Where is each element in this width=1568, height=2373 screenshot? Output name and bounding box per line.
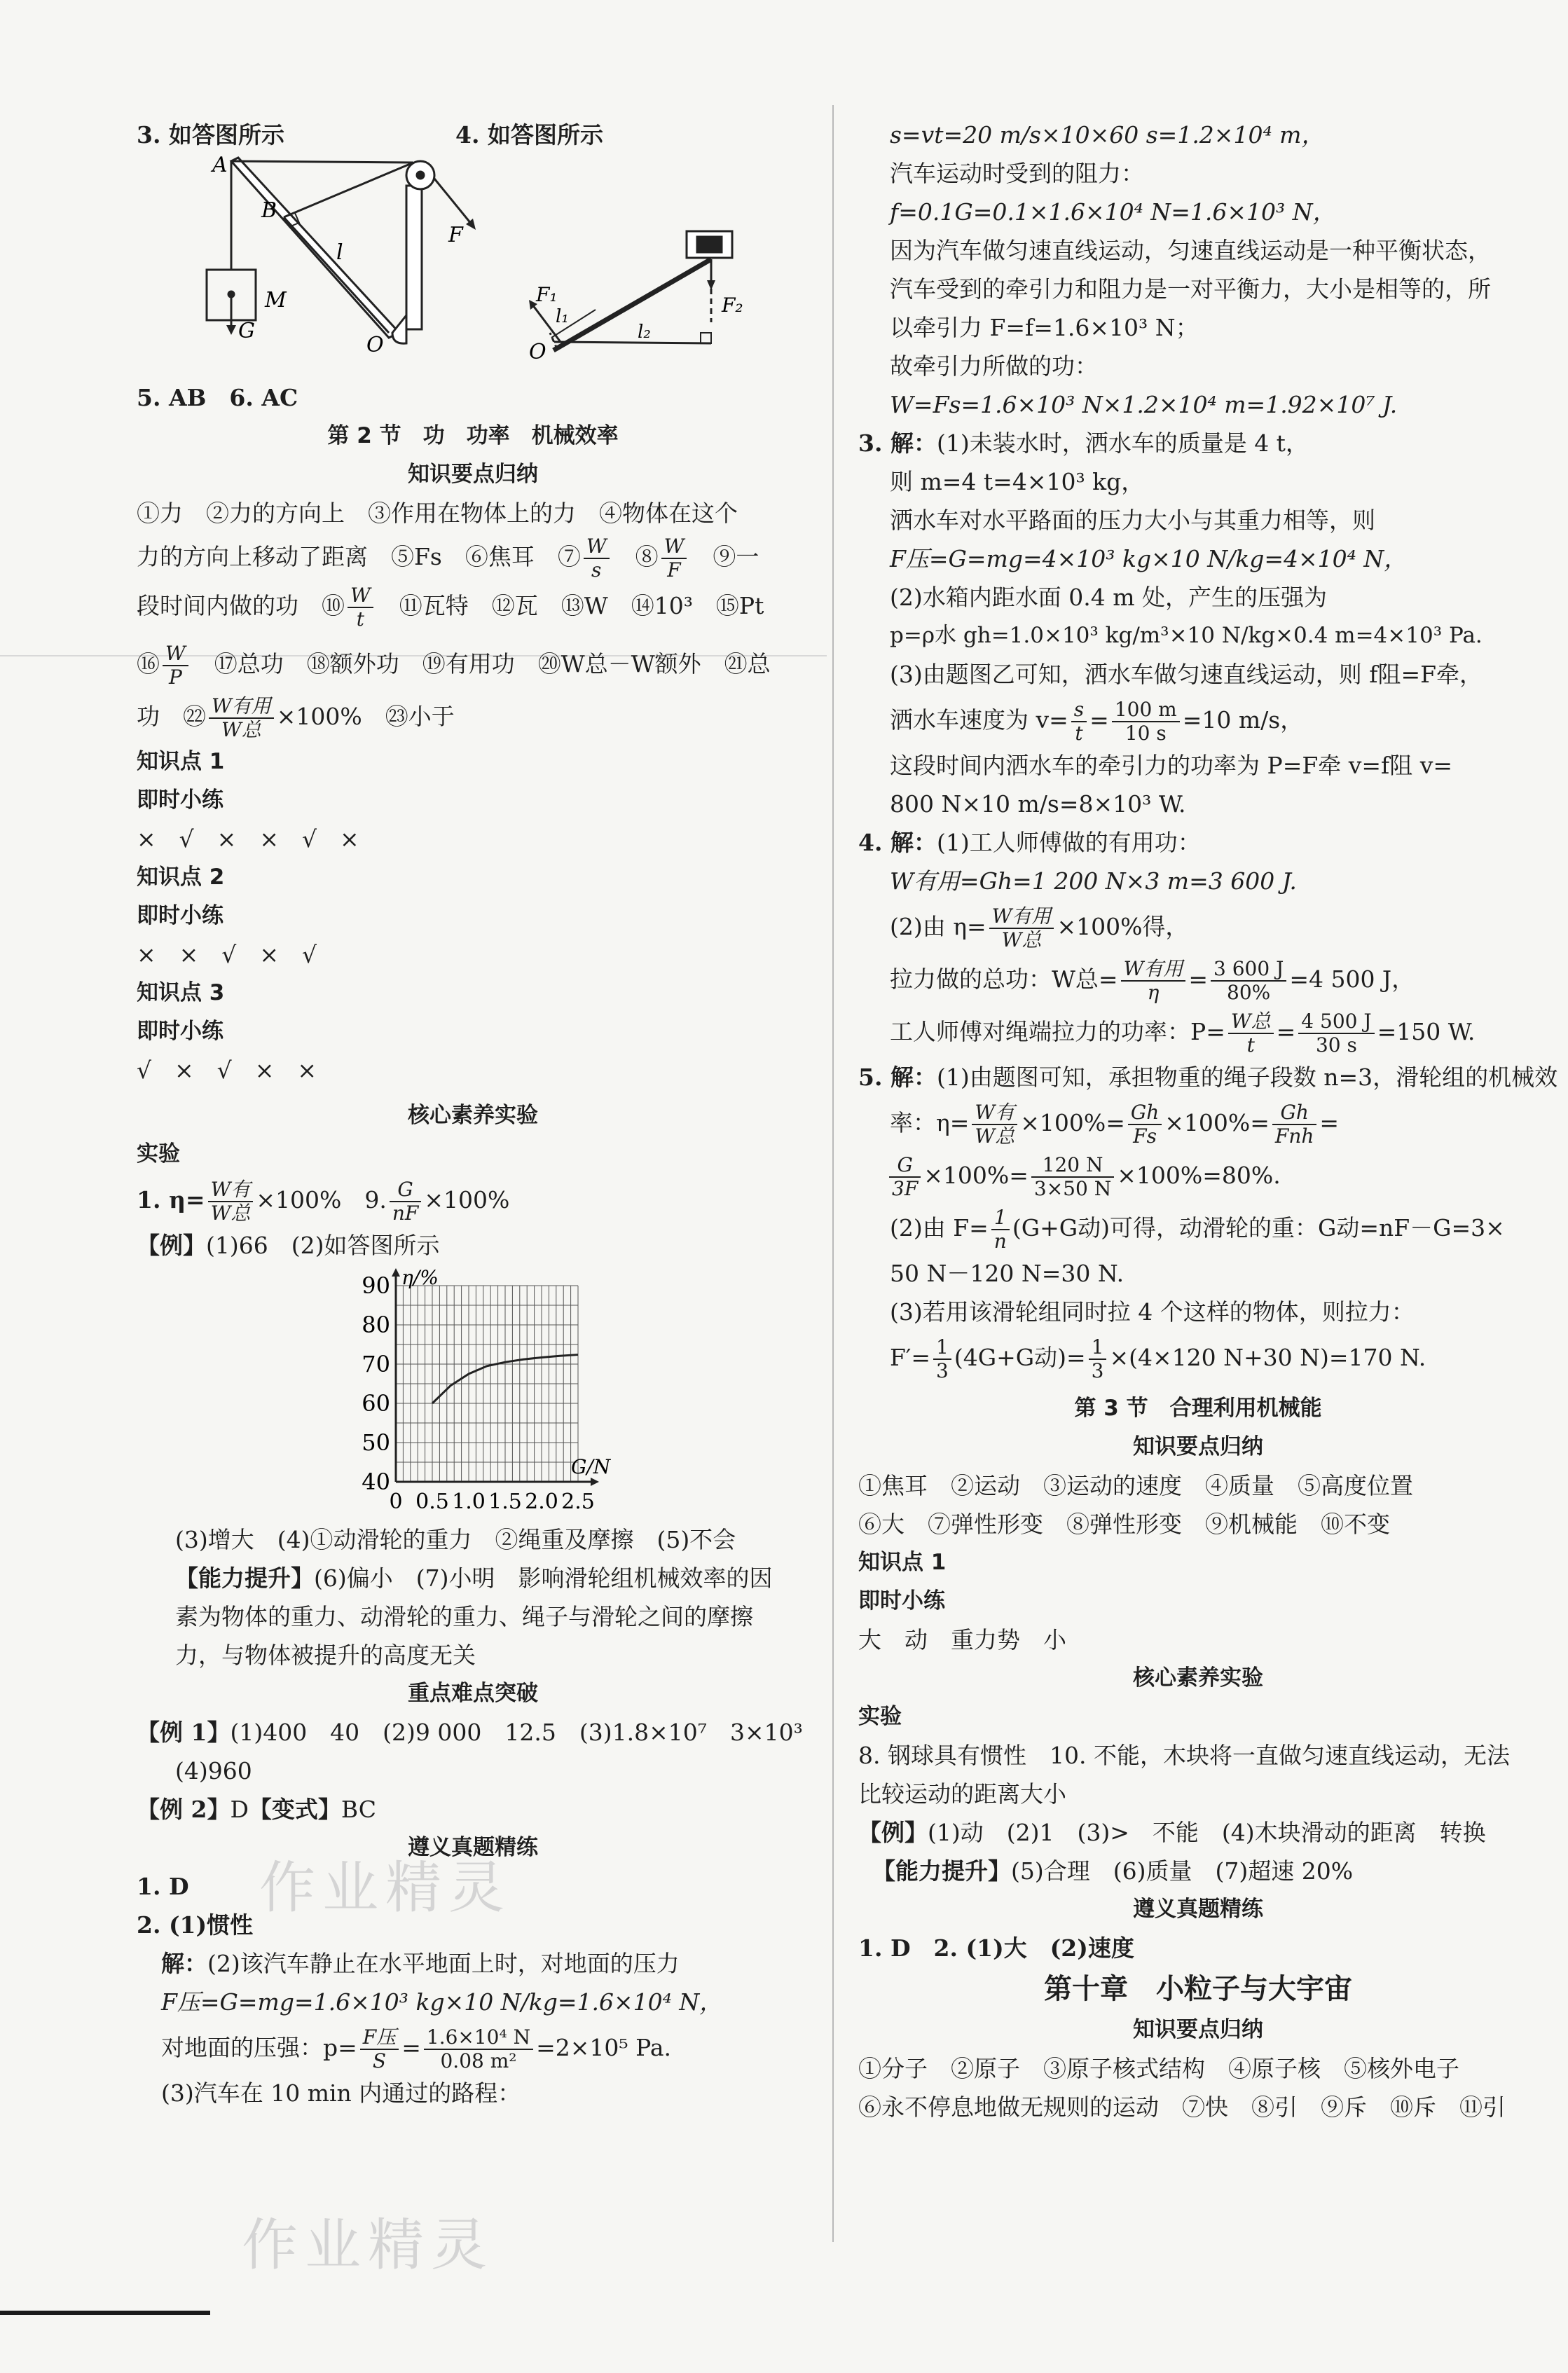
fraction-w-t: $\frac{W}{t}$: [348, 584, 373, 631]
r-line-3: f=0.1G=0.1×1.6×10⁴ N=1.6×10³ N，: [890, 198, 1336, 226]
r-line-1: s=vt=20 m/s×10×60 s=1.2×10⁴ m，: [890, 121, 1325, 149]
kp1-answers: × √ × × √ ×: [137, 825, 359, 853]
q4-line-1: 4. 解：(1)工人师傅做的有用功：: [858, 829, 1201, 856]
lever-arm-line: [284, 163, 413, 217]
q4-line-4: 拉力做的总功：W总= $\frac{\text{W有用}}{\eta}$ = $\frac{3 600 J}{80\%}$ =4 500 J，: [890, 957, 1415, 1004]
ch10-summary-1: ①分子 ②原子 ③原子核式结构 ④原子核 ⑤核外电子: [858, 2055, 1459, 2082]
summary-line-2: 力的方向上移动了距离 ⑤Fs ⑥焦耳 ⑦ $\frac{W}{s}$ ⑧ $\frac{W}{F}$ ⑨一: [137, 535, 759, 582]
kp3-answers: √ × √ × ×: [137, 1057, 317, 1084]
s3-core-experiment-title: 核心素养实验: [1133, 1665, 1263, 1691]
key-points-title: 重点难点突破: [408, 1681, 538, 1706]
y-axis-arrow: [392, 1268, 400, 1277]
q5-line-2: 率：η= $\frac{\text{W有}}{\text{W总}}$ ×100%= $\frac{Gh}{Fs}$ ×100%= $\frac{Gh}{\text{Fnh}}$ =: [890, 1101, 1340, 1148]
fig2-label-f1: F₁: [536, 283, 558, 306]
practice-label-2: 即时小练: [137, 903, 223, 928]
ability-line-1: 【能力提升】(6)偏小 (7)小明 影响滑轮组机械效率的因: [175, 1564, 773, 1592]
pull-rope: [231, 161, 413, 163]
example-1: 【例 1】(1)400 40 (2)9 000 12.5 (3)1.8×10⁷ 3×10³: [137, 1719, 803, 1746]
l2-line: [554, 342, 711, 343]
fig1-label-m: M: [265, 288, 287, 312]
right-column: [858, 116, 1558, 2126]
knowledge-point-1: 知识点 1: [137, 749, 225, 774]
q3-line-7: (3)由题图乙可知，洒水车做匀速直线运动，则 f阻=F牵，: [890, 661, 1483, 688]
force-f-arrow: [434, 179, 472, 224]
y-tick-label: 70: [362, 1351, 390, 1377]
fig2-label-o: O: [529, 340, 546, 364]
example-2: 【例 2】D【变式】BC: [137, 1796, 377, 1823]
s3-zunyi-title: 遵义真题精练: [1133, 1897, 1263, 1922]
experiment-answers: 1. η= $\frac{\text{W有}}{\text{W总}}$ ×100% 9. $\frac{G}{nF}$ ×100%: [137, 1178, 510, 1225]
support-post: [406, 186, 422, 329]
fig1-label-b: B: [261, 198, 277, 223]
x-axis-label: G/N: [571, 1455, 611, 1478]
q3-line-8: 洒水车速度为 v= $\frac{s}{t}$ = $\frac{100 m}{10 s}$ =10 m/s，: [890, 698, 1304, 745]
x-tick-label: 0.5: [415, 1490, 449, 1514]
r-line-8: W=Fs=1.6×10³ N×1.2×10⁴ m=1.92×10⁷ J.: [890, 391, 1398, 418]
r-line-7: 故牵引力所做的功：: [890, 352, 1098, 380]
fig2-label-l2: l₂: [638, 322, 651, 343]
summary-line-5: 功 ㉒ $\frac{\text{W有用}}{\text{W总}}$ ×100% ㉓小于: [137, 694, 455, 741]
q4-heading: 4. 如答图所示: [455, 121, 603, 149]
y-tick-label: 40: [362, 1468, 390, 1495]
q5-6-answers: 5. AB 6. AC: [137, 384, 298, 411]
q3-line-2: 则 m=4 t=4×10³ kg，: [890, 468, 1145, 495]
column-divider: [832, 105, 834, 2242]
r-line-5: 汽车受到的牵引力和阻力是一对平衡力，大小是相等的，所: [890, 275, 1491, 303]
s3-practice-label: 即时小练: [858, 1588, 945, 1614]
fraction-efficiency: $\frac{\text{W有用}}{\text{W总}}$: [209, 695, 274, 741]
summary-line-1: ①力 ②力的方向上 ③作用在物体上的力 ④物体在这个: [137, 500, 738, 527]
efficiency-chart: [137, 1265, 809, 1520]
s3-experiment-2: 比较运动的距离大小: [858, 1780, 1066, 1808]
figure-2-selfie-stick: [529, 231, 732, 350]
knowledge-point-2: 知识点 2: [137, 865, 225, 890]
fig2-label-l1: l₁: [556, 306, 569, 327]
fig2-label-f2: F₂: [722, 294, 743, 317]
fraction-w-p: $\frac{W}{P}$: [163, 642, 188, 689]
q3-heading: 3. 如答图所示: [137, 121, 284, 149]
x-tick-label: 1.5: [488, 1490, 522, 1514]
fig1-label-g: G: [238, 319, 255, 343]
bottom-bar: [0, 2311, 210, 2315]
q5-line-4: (2)由 F= $\frac{1}{n}$ (G+G动)可得，动滑轮的重：G动=nF－G=3×: [890, 1206, 1505, 1253]
summary-title: 知识要点归纳: [408, 462, 538, 487]
q4-line-3: (2)由 η= $\frac{\text{W有用}}{\text{W总}}$ ×100%得，: [890, 905, 1189, 951]
ch10-summary-2: ⑥永不停息地做无规则的运动 ⑦快 ⑧引 ⑨斥 ⑩斥 ⑪引: [858, 2093, 1506, 2121]
left-column: [137, 116, 809, 2112]
summary-line-4: ⑯ $\frac{W}{P}$ ⑰总功 ⑱额外功 ⑲有用功 ⑳W总－W额外 ㉑总: [137, 642, 771, 689]
stick-rod: [553, 259, 711, 350]
fig1-label-a: A: [212, 154, 228, 177]
knowledge-point-3: 知识点 3: [137, 980, 225, 1005]
q5-line-5: 50 N－120 N=30 N.: [890, 1260, 1125, 1287]
fig1-label-l: l: [336, 240, 343, 265]
q3-line-4: F压=G=mg=4×10³ kg×10 N/kg=4×10⁴ N，: [890, 545, 1408, 572]
q3-line-6: p=ρ水 gh=1.0×10³ kg/m³×10 N/kg×0.4 m=4×10³ Pa.: [890, 623, 1483, 648]
practice-label-3: 即时小练: [137, 1019, 223, 1044]
q3-line-3: 洒水车对水平路面的压力大小与其重力相等，则: [890, 507, 1375, 534]
s3-summary-2: ⑥大 ⑦弹性形变 ⑧弹性形变 ⑨机械能 ⑩不变: [858, 1511, 1390, 1538]
kp2-answers: × × √ × √: [137, 941, 317, 968]
section-2-title: 第 2 节 功 功率 机械效率: [327, 423, 619, 448]
chapter-10-title: 第十章 小粒子与大宇宙: [1044, 1973, 1352, 2005]
s3-experiment-1: 8. 钢球具有惯性 10. 不能，木块将一直做匀速直线运动，无法: [858, 1742, 1510, 1769]
zunyi-q2-pressure: 对地面的压强：p= $\frac{\text{F压}}{S}$ = $\frac{\text{1.6×10⁴ N}}{\text{0.08 m²}}$ =2×10⁵ Pa.: [161, 2025, 672, 2072]
q5-line-6: (3)若用该滑轮组同时拉 4 个这样的物体，则拉力：: [890, 1298, 1415, 1326]
s3-zunyi-answers: 1. D 2. (1)大 (2)速度: [858, 1934, 1134, 1962]
y-tick-label: 80: [362, 1312, 390, 1338]
x-axis-arrow: [591, 1478, 599, 1486]
zunyi-q2-pressure-force: F压=G=mg=1.6×10³ kg×10 N/kg=1.6×10⁴ N，: [161, 1988, 723, 2016]
fraction-w-s: $\frac{W}{s}$: [584, 535, 610, 582]
r-line-2: 汽车运动时受到的阻力：: [890, 160, 1144, 187]
q4-line-5: 工人师傅对绳端拉力的功率：P= $\frac{\text{W总}}{t}$ = $\frac{4 500 J}{30 s}$ =150 W.: [890, 1010, 1476, 1057]
fig1-label-o: O: [366, 333, 384, 357]
core-experiment-title: 核心素养实验: [408, 1103, 538, 1128]
example-line: 【例】(1)66 (2)如答图所示: [137, 1232, 440, 1259]
s3-example: 【例】(1)动 (2)1 (3)> 不能 (4)木块滑动的距离 转换: [858, 1819, 1486, 1846]
x-tick-label: 2.5: [561, 1490, 595, 1514]
r-line-6: 以牵引力 F=f=1.6×10³ N；: [890, 314, 1199, 341]
arm-l: [284, 217, 389, 333]
q3-line-5: (2)水箱内距水面 0.4 m 处，产生的压强为: [890, 584, 1327, 611]
summary-title-3: 知识要点归纳: [1133, 1434, 1263, 1459]
s3-practice-answers: 大 动 重力势 小: [858, 1626, 1066, 1653]
s3-knowledge-point-1: 知识点 1: [858, 1550, 947, 1575]
y-tick-label: 50: [362, 1429, 390, 1456]
s3-experiment-label: 实验: [858, 1704, 902, 1729]
r-line-4: 因为汽车做匀速直线运动，匀速直线运动是一种平衡状态，: [890, 237, 1491, 264]
q5-line-1: 5. 解：(1)由题图可知，承担物重的绳子段数 n=3，滑轮组的机械效: [858, 1064, 1558, 1091]
q3-line-1: 3. 解：(1)未装水时，洒水车的质量是 4 t，: [858, 429, 1309, 457]
y-tick-label: 90: [362, 1272, 390, 1299]
x-tick-label: 0: [389, 1490, 403, 1514]
zunyi-q2: 2. (1)惯性: [137, 1911, 254, 1939]
x-tick-label: 2.0: [525, 1490, 558, 1514]
lever-diagrams: [137, 154, 809, 378]
efficiency-chart-svg: [137, 1265, 809, 1520]
zunyi-q2-distance: (3)汽车在 10 min 内通过的路程：: [161, 2079, 521, 2107]
watermark-1: 作业精灵: [259, 1855, 511, 1920]
ch10-summary-title: 知识要点归纳: [1133, 2017, 1263, 2042]
zunyi-title: 遵义真题精练: [408, 1835, 538, 1860]
q3-line-9: 这段时间内洒水车的牵引力的功率为 P=F牵 v=f阻 v=: [890, 752, 1453, 779]
ability-line-2: 素为物体的重力、动滑轮的重力、绳子与滑轮之间的摩擦: [175, 1603, 753, 1630]
zunyi-q1: 1. D: [137, 1873, 189, 1900]
s3-summary-1: ①焦耳 ②运动 ③运动的速度 ④质量 ⑤高度位置: [858, 1472, 1413, 1499]
practice-label-1: 即时小练: [137, 787, 223, 813]
y-tick-label: 60: [362, 1390, 390, 1417]
example-1-part4: (4)960: [175, 1757, 252, 1784]
result-line-3: (3)增大 (4)①动滑轮的重力 ②绳重及摩擦 (5)不会: [175, 1526, 736, 1553]
fraction-w-f: $\frac{W}{F}$: [661, 535, 687, 582]
ability-line-3: 力，与物体被提升的高度无关: [175, 1642, 476, 1669]
y-axis-label: η/%: [401, 1266, 439, 1289]
q4-line-2: W有用=Gh=1 200 N×3 m=3 600 J.: [890, 867, 1297, 895]
summary-line-3: 段时间内做的功 ⑩ $\frac{W}{t}$ ⑪瓦特 ⑫瓦 ⑬W ⑭10³ ⑮Pt: [137, 584, 764, 631]
zunyi-q2-part2: 解：(2)该汽车静止在水平地面上时，对地面的压力: [161, 1950, 680, 1977]
experiment-label: 实验: [137, 1141, 180, 1167]
section-3-title: 第 3 节 合理利用机械能: [1074, 1396, 1322, 1421]
s3-ability: 【能力提升】(5)合理 (6)质量 (7)超速 20%: [872, 1857, 1354, 1885]
figures-row: [137, 154, 809, 378]
q5-line-7: F′= $\frac{1}{3}$ (4G+G动)= $\frac{1}{3}$ ×(4×120 N+30 N)=170 N.: [890, 1335, 1426, 1382]
x-tick-label: 1.0: [452, 1490, 486, 1514]
q3-line-10: 800 N×10 m/s=8×10³ W.: [890, 790, 1186, 818]
watermark-2: 作业精灵: [242, 2213, 494, 2278]
fig1-label-f: F: [448, 223, 463, 247]
q5-line-3: $\frac{G}{3F}$ ×100%= $\frac{120 N}{3\times 50 N}$ ×100%=80%.: [858, 1149, 1538, 1202]
